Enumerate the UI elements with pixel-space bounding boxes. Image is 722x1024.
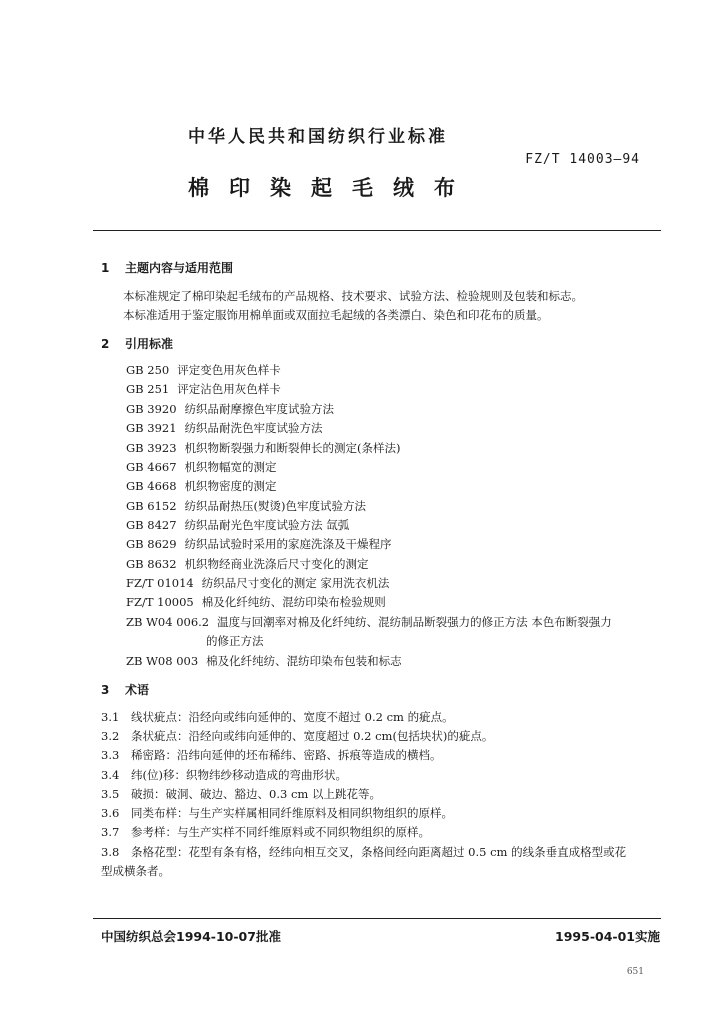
header-divider — [93, 230, 661, 231]
reference-item — [126, 401, 334, 417]
reference-title: 机织物经商业洗涤后尺寸变化的测定 — [184, 557, 369, 571]
term-definition: 条状疵点：沿经向或纬向延伸的、宽度超过 0.2 cm(包括块状)的疵点。 — [131, 729, 494, 743]
reference-title-continued: 的修正方法 — [206, 634, 264, 648]
section-number: 2 — [101, 337, 110, 351]
reference-code: GB 250 — [126, 363, 170, 377]
section-3-heading — [101, 681, 149, 698]
reference-code: FZ/T 01014 — [126, 576, 194, 590]
implementation-date: 1995-04-01实施 — [555, 929, 660, 944]
reference-item — [126, 536, 392, 552]
term-number: 3.1 — [101, 710, 120, 724]
paragraph: 本标准适用于鉴定服饰用棉单面或双面拉毛起绒的各类漂白、染色和印花布的质量。 — [123, 308, 549, 322]
reference-code: GB 4667 — [126, 460, 177, 474]
reference-title: 机织物幅宽的测定 — [184, 460, 277, 474]
term-definition: 线状疵点：沿经向或纬向延伸的、宽度不超过 0.2 cm 的疵点。 — [131, 710, 454, 724]
approval-date: 中国纺织总会1994-10-07批准 — [101, 929, 281, 944]
paragraph: 本标准规定了棉印染起毛绒布的产品规格、技术要求、试验方法、检验规则及包装和标志。 — [123, 289, 583, 303]
term-definition: 条格花型：花型有条有格，经纬向相互交叉，条格间经向距离超过 0.5 cm 的线条垂直成格型或花 — [131, 845, 627, 859]
reference-title: 温度与回潮率对棉及化纤纯纺、混纺制品断裂强力的修正方法 本色布断裂强力 — [217, 615, 612, 629]
term-definition-continued: 型成横条者。 — [101, 864, 170, 878]
reference-item — [126, 440, 401, 456]
reference-item — [126, 517, 349, 533]
reference-item — [126, 381, 281, 397]
term-item — [101, 709, 454, 725]
term-item — [101, 824, 430, 840]
term-number: 3.3 — [101, 748, 120, 762]
issuing-body-title: 中华人民共和国纺织行业标准 — [188, 127, 448, 147]
reference-item — [126, 478, 277, 494]
reference-code: GB 6152 — [126, 499, 177, 513]
reference-title: 机织物密度的测定 — [184, 479, 277, 493]
term-number: 3.8 — [101, 845, 120, 859]
reference-title: 评定沾色用灰色样卡 — [177, 382, 281, 396]
section-1-heading — [101, 259, 233, 276]
reference-title: 纺织品耐摩擦色牢度试验方法 — [184, 402, 335, 416]
reference-item — [126, 420, 323, 436]
term-item — [101, 728, 493, 744]
reference-code: ZB W04 006.2 — [126, 615, 210, 629]
reference-code: GB 3921 — [126, 421, 177, 435]
reference-code: GB 4668 — [126, 479, 177, 493]
section-title: 主题内容与适用范围 — [125, 261, 234, 275]
reference-title: 纺织品耐热压(熨烫)色牢度试验方法 — [184, 499, 367, 513]
reference-item — [126, 575, 389, 591]
term-number: 3.5 — [101, 787, 120, 801]
reference-title: 纺织品耐洗色牢度试验方法 — [184, 421, 323, 435]
term-item — [101, 844, 626, 860]
reference-code: GB 8632 — [126, 557, 177, 571]
footer-divider — [93, 918, 661, 919]
term-definition: 稀密路：沿纬向延伸的坯布稀纬、密路、拆痕等造成的横档。 — [131, 748, 442, 762]
term-item — [101, 767, 347, 783]
term-item — [101, 747, 442, 763]
reference-code: GB 3923 — [126, 441, 177, 455]
reference-title: 评定变色用灰色样卡 — [177, 363, 281, 377]
section-number: 3 — [101, 683, 110, 697]
reference-item — [126, 459, 277, 475]
section-title: 术语 — [125, 683, 150, 697]
reference-code: GB 8427 — [126, 518, 177, 532]
reference-title: 棉及化纤纯纺、混纺印染布检验规则 — [201, 595, 386, 609]
reference-title: 机织物断裂强力和断裂伸长的测定(条样法) — [184, 441, 401, 455]
reference-item — [126, 498, 366, 514]
section-2-heading — [101, 335, 173, 352]
term-number: 3.2 — [101, 729, 120, 743]
reference-title: 纺织品耐光色牢度试验方法 氙弧 — [184, 518, 350, 532]
reference-title: 棉及化纤纯纺、混纺印染布包装和标志 — [206, 654, 402, 668]
term-number: 3.6 — [101, 806, 120, 820]
reference-item — [126, 556, 369, 572]
reference-item — [126, 594, 386, 610]
term-item — [101, 786, 381, 802]
term-number: 3.4 — [101, 768, 120, 782]
term-definition: 破损：破洞、破边、豁边、0.3 cm 以上跳花等。 — [131, 787, 381, 801]
term-item — [101, 805, 453, 821]
term-definition: 纬(位)移：织物纬纱移动造成的弯曲形状。 — [131, 768, 347, 782]
reference-title: 纺织品尺寸变化的测定 家用洗衣机法 — [201, 576, 390, 590]
reference-code: GB 3920 — [126, 402, 177, 416]
term-number: 3.7 — [101, 825, 120, 839]
reference-item — [126, 614, 612, 630]
section-number: 1 — [101, 261, 110, 275]
reference-code: GB 8629 — [126, 537, 177, 551]
term-definition: 参考样：与生产实样不同纤维原料或不同织物组织的原样。 — [131, 825, 430, 839]
reference-item — [126, 362, 281, 378]
reference-item — [126, 653, 402, 669]
page-title: 棉印染起毛绒布 — [188, 176, 475, 200]
reference-code: GB 251 — [126, 382, 170, 396]
section-title: 引用标准 — [125, 337, 174, 351]
reference-code: ZB W08 003 — [126, 654, 199, 668]
reference-title: 纺织品试验时采用的家庭洗涤及干燥程序 — [184, 537, 392, 551]
page-number: 651 — [626, 967, 644, 977]
standard-code: FZ/T 14003—94 — [525, 152, 640, 167]
term-definition: 同类布样：与生产实样属相同纤维原料及相同织物组织的原样。 — [131, 806, 453, 820]
reference-code: FZ/T 10005 — [126, 595, 194, 609]
